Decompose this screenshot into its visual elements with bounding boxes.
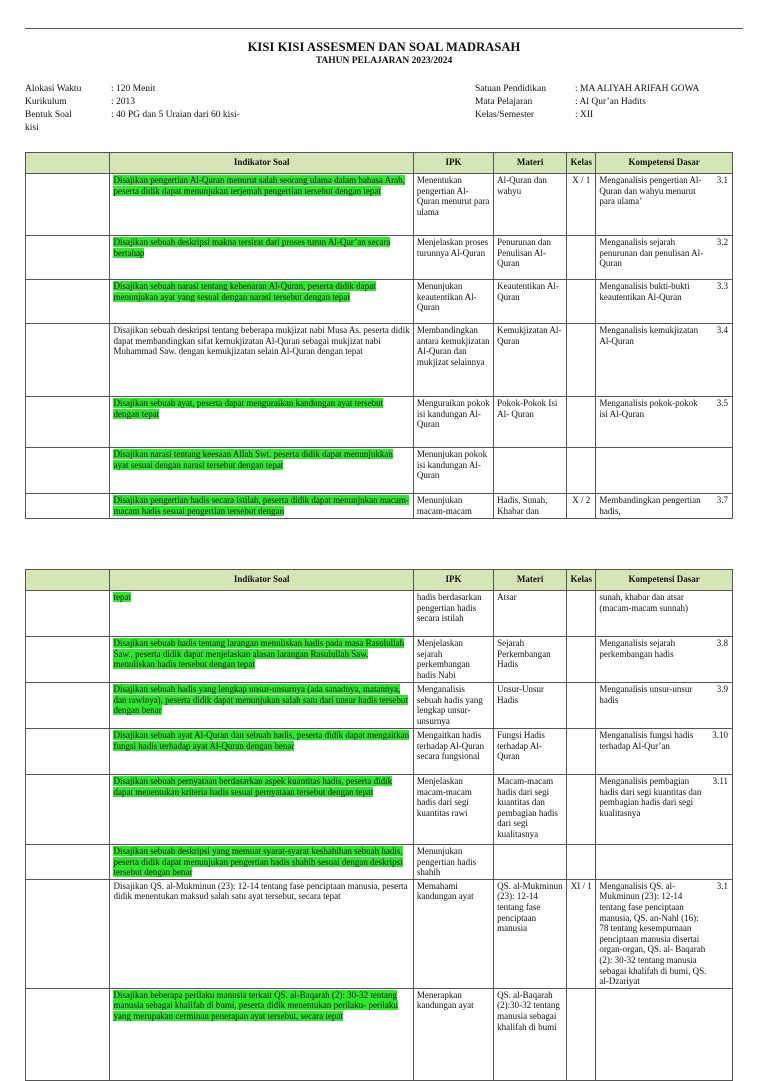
kd-cell	[596, 729, 733, 775]
indikator-cell	[110, 591, 413, 637]
col-no-header	[26, 153, 110, 174]
materi-cell: Al-Quran dan wahyu	[494, 174, 567, 236]
indikator-text: Disajikan sebuah ayat, peserta dapat menguraikan kandungan ayat tersebut dengan tepat	[113, 398, 384, 419]
kd-text: Menganalisis unsur-unsur hadis	[599, 684, 693, 705]
kd-text: Menganalisis pembagian hadis dari segi kuantitas dan pembagian hadis dari segi kualitasnya	[599, 776, 702, 818]
materi-cell: Unsur-Unsur Hadis	[494, 683, 567, 729]
ipk-cell: Mengaitkan hadis terhadap Al-Quran secara fungsional	[413, 729, 493, 775]
materi-cell: Sejarah Perkembangan Hadis	[494, 637, 567, 683]
materi-cell: Keautentikan Al-Quran	[494, 280, 567, 324]
row-number-cell	[26, 729, 110, 775]
table-row	[26, 448, 733, 494]
kd-number: 3.1	[716, 175, 728, 185]
kelas-cell: XI / 1	[567, 879, 596, 988]
col-indikator-header: Indikator Soal	[110, 153, 413, 174]
ipk-cell: Menunjukan keautentikan Al-Quran	[413, 280, 493, 324]
indikator-text: Disajikan beberapa perilaku manusia terkait QS. al-Baqarah (2): 30-32 tentang manusia sebagai khalifah di bumi, peserta didik menentukan perilaku- perilaku yang merupakan cerminan penerapan ayat tersebut, secara tepat	[113, 989, 398, 1021]
meta-label: Kelas/Semester	[475, 110, 535, 120]
table-row	[26, 775, 733, 845]
kelas-cell	[567, 280, 596, 324]
kd-cell	[596, 324, 733, 397]
meta-label: Kurikulum	[25, 97, 67, 107]
row-number-cell	[26, 280, 110, 324]
materi-cell: Kemukjizatan Al-Quran	[494, 324, 567, 397]
materi-cell	[494, 845, 567, 880]
materi-cell: Hadis, Sunah, Khabar dan	[494, 494, 567, 519]
meta-value: : 120 Menit	[111, 84, 156, 94]
kd-text: Menganalisis pokok-pokok isi Al-Quran	[599, 398, 698, 419]
kelas-cell	[567, 729, 596, 775]
indikator-cell	[110, 397, 413, 448]
indikator-text: tepat	[113, 592, 131, 602]
indikator-cell	[110, 845, 413, 880]
table-row	[26, 174, 733, 236]
kd-text: Menganalisis sejarah penurunan dan penulisan Al- Quran	[599, 237, 704, 269]
kd-text: Menganalisis bukti-bukti keautentikan Al-Quran	[599, 281, 690, 302]
kd-number: 3.7	[716, 495, 728, 505]
meta-left	[25, 83, 345, 135]
row-number-cell	[26, 683, 110, 729]
row-number-cell	[26, 397, 110, 448]
kd-cell	[596, 775, 733, 845]
kd-text: Membandingkan pengertian hadis,	[599, 495, 701, 516]
col-kelas-header: Kelas	[567, 153, 596, 174]
kelas-cell: X / 2	[567, 494, 596, 519]
kd-cell	[596, 280, 733, 324]
kd-text: Menganalisis sejarah perkembangan hadis	[599, 638, 676, 659]
ipk-cell: Menjelaskan macam-macam hadis dari segi kuantitas rawi	[413, 775, 493, 845]
row-number-cell	[26, 591, 110, 637]
row-number-cell	[26, 988, 110, 1080]
kisi-table-page-1	[25, 152, 733, 519]
indikator-text: Disajikan sebuah deskripsi yang memuat syarat-syarat keshahihan sebuah hadis, peserta didik dapat menunjukan pengertian hadis shahih sesuai dengan deskripsi tersebut dengan benar	[113, 846, 403, 878]
kelas-cell	[567, 845, 596, 880]
row-number-cell	[26, 174, 110, 236]
ipk-cell: Menjelaskan sejarah perkembangan hadis Nabi	[413, 637, 493, 683]
kd-text: Menganalisis kemukjizatan Al-Quran	[599, 325, 699, 346]
col-kelas-header: Kelas	[567, 570, 596, 591]
col-materi-header: Materi	[494, 153, 567, 174]
kd-cell	[596, 397, 733, 448]
kelas-cell: X / 1	[567, 174, 596, 236]
document-subtitle: TAHUN PELAJARAN 2023/2024	[315, 56, 453, 66]
table-header-row	[26, 153, 733, 174]
ipk-cell: Menguraikan pokok isi kandungan Al-Quran	[413, 397, 493, 448]
kd-cell	[596, 683, 733, 729]
kd-cell	[596, 879, 733, 988]
kd-text: Menganalisis pengertian Al- Quran dan wahyu menurut para ulama’	[599, 175, 702, 207]
kd-cell	[596, 988, 733, 1080]
indikator-text: Disajikan QS. al-Mukminun (23): 12-14 tentang fase penciptaan manusia, peserta didik menentukan maksud salah satu ayat tersebut, secara tepat	[113, 880, 408, 902]
row-number-cell	[26, 324, 110, 397]
table-row	[26, 236, 733, 280]
row-number-cell	[26, 879, 110, 988]
indikator-cell	[110, 637, 413, 683]
materi-cell: Pokok-Pokok Isi Al- Quran	[494, 397, 567, 448]
meta-right	[475, 83, 745, 123]
kd-number: 3.9	[716, 684, 728, 694]
kd-text: sunah, khabar dan atsar (macam-macam sunnah)	[599, 592, 689, 613]
kd-cell	[596, 494, 733, 519]
kelas-cell	[567, 683, 596, 729]
meta-value: : XII	[575, 110, 594, 120]
indikator-text: Disajikan pengertian hadis secara istilah, peserta didik dapat menunjukan macam-macam hadis sesuai pengertian tersebut dengan	[113, 495, 409, 516]
col-kd-header: Kompetensi Dasar	[596, 153, 733, 174]
meta-value-wrap: kisi	[25, 123, 39, 133]
table-row	[26, 988, 733, 1080]
kelas-cell	[567, 448, 596, 494]
meta-value: : 2013	[111, 97, 136, 107]
ipk-cell: Menunjukan pokok isi kandungan Al-Quran	[413, 448, 493, 494]
ipk-cell: hadis berdasarkan pengertian hadis secara istilah	[413, 591, 493, 637]
indikator-text: Disajikan sebuah narasi tentang kebenaran Al-Quran, peserta didik dapat menunjukan ayat yang sesuai dengan narasi tersebut dengan tepat	[113, 281, 376, 302]
top-rule	[25, 28, 743, 29]
row-number-cell	[26, 637, 110, 683]
kd-number: 3.5	[716, 398, 728, 408]
table-row	[26, 591, 733, 637]
table-row	[26, 845, 733, 880]
ipk-cell: Menjelaskan proses turunnya Al-Quran	[413, 236, 493, 280]
table-row	[26, 729, 733, 775]
meta-label: Bentuk Soal	[25, 110, 72, 120]
indikator-text: Disajikan narasi tentang keesaan Allah Swt. peserta didik dapat menunjukkan ayat sesuai dengan narasi tersebut dengan tepat	[113, 449, 393, 470]
kisi-table-page-2	[25, 569, 733, 1081]
meta-value: : MA ALIYAH ARIFAH GOWA	[575, 84, 700, 94]
col-no-header	[26, 570, 110, 591]
kd-cell	[596, 236, 733, 280]
indikator-text: Disajikan sebuah hadis yang lengkap unsur-unsurnya (ada sanadnya, matannya, dan rawinya), peserta didik dapat menunjukan salah satu dari unsur hadis tersebut dengan benar	[113, 684, 408, 716]
kd-number: 3.11	[712, 776, 728, 786]
kd-text: Menganalisis fungsi hadis terhadap Al-Qur’an	[599, 730, 694, 751]
col-kd-header: Kompetensi Dasar	[596, 570, 733, 591]
ipk-cell: Membandingkan antara kemukjizatan Al-Quran dan mukjizat selainnya	[413, 324, 493, 397]
ipk-cell: Memahami kandungan ayat	[413, 879, 493, 988]
kelas-cell	[567, 988, 596, 1080]
indikator-text: Disajikan pengertian Al-Quran menurut salah seorang ulama dalam bahasa Arab, peserta didik dapat menunjukan terjemah pengertian tersebut dengan tepat	[113, 175, 405, 196]
row-number-cell	[26, 494, 110, 519]
kd-number: 3.3	[716, 281, 728, 291]
table-row	[26, 324, 733, 397]
ipk-cell: Menentukan pengertian Al-Quran menurut para ulama	[413, 174, 493, 236]
indikator-cell	[110, 236, 413, 280]
indikator-text: Disajikan sebuah hadis tentang larangan menuliskan hadis pada masa Rasulullah Saw., peserta didik dapat menjelaskan alasan larangan Rasulullah Saw. menuliskan hadis tersebut dengan tepat	[113, 638, 405, 670]
table-row	[26, 879, 733, 988]
row-number-cell	[26, 845, 110, 880]
indikator-cell	[110, 494, 413, 519]
col-indikator-header: Indikator Soal	[110, 570, 413, 591]
ipk-cell: Menunjukan pengertian hadis shahih	[413, 845, 493, 880]
row-number-cell	[26, 448, 110, 494]
table-row	[26, 397, 733, 448]
kd-number: 3.1	[716, 880, 728, 891]
indikator-cell	[110, 280, 413, 324]
table-row	[26, 280, 733, 324]
kelas-cell	[567, 591, 596, 637]
materi-cell: Penurunan dan Penulisan Al-Quran	[494, 236, 567, 280]
ipk-cell: Menganalisis sebuah hadis yang lengkap unsur- unsurnya	[413, 683, 493, 729]
kd-cell	[596, 448, 733, 494]
kd-number: 3.2	[716, 237, 728, 247]
kd-number: 3.4	[716, 325, 728, 335]
row-number-cell	[26, 775, 110, 845]
document-title: KISI KISI ASSESMEN DAN SOAL MADRASAH	[247, 40, 521, 54]
materi-cell: QS. al-Mukminun (23): 12-14 tentang fase penciptaan manusia	[494, 879, 567, 988]
indikator-cell	[110, 174, 413, 236]
indikator-cell	[110, 683, 413, 729]
kelas-cell	[567, 324, 596, 397]
kd-cell	[596, 637, 733, 683]
kelas-cell	[567, 637, 596, 683]
col-ipk-header: IPK	[413, 153, 493, 174]
kd-number: 3.8	[716, 638, 728, 648]
meta-label: Alokasi Waktu	[25, 84, 82, 94]
meta-label: Mata Pelajaran	[475, 97, 533, 107]
indikator-cell	[110, 775, 413, 845]
indikator-text: Disajikan sebuah pernyataan berdasarkan aspek kuantitas hadis, peserta didik dapat menentukan kriteria hadis sesuai pernyataan tersebut dengan tepat	[113, 776, 393, 797]
indikator-cell	[110, 324, 413, 397]
kd-cell	[596, 174, 733, 236]
table-row	[26, 637, 733, 683]
ipk-cell: Menerapkan kandungan ayat	[413, 988, 493, 1080]
materi-cell	[494, 448, 567, 494]
col-materi-header: Materi	[494, 570, 567, 591]
table-row	[26, 683, 733, 729]
indikator-cell	[110, 448, 413, 494]
materi-cell: Fungsi Hadis terhadap Al-Quran	[494, 729, 567, 775]
indikator-cell	[110, 729, 413, 775]
meta-label: Satuan Pendidikan	[475, 84, 546, 94]
table-row	[26, 494, 733, 519]
kd-cell	[596, 845, 733, 880]
kd-cell	[596, 591, 733, 637]
materi-cell: Macam-macam hadis dari segi kuantitas dan pembagian hadis dari segi kualitasnya	[494, 775, 567, 845]
indikator-text: Disajikan sebuah ayat Al-Quran dan sebuah hadis, peserta didik dapat mengaitkan fungsi hadis terhadap ayat Al-Quran dengan benar	[113, 730, 410, 751]
materi-cell: QS. al-Baqarah (2):30-32 tentang manusia sebagai khalifah di bumi	[494, 988, 567, 1080]
kelas-cell	[567, 236, 596, 280]
indikator-cell	[110, 988, 413, 1080]
ipk-cell: Menunjukan macam-macam	[413, 494, 493, 519]
kelas-cell	[567, 775, 596, 845]
indikator-text: Disajikan sebuah deskripsi makna tersirat dari proses turun Al-Qur’an secara bertahap	[113, 237, 391, 258]
kd-text: Menganalisis QS. al-Mukminun (23): 12-14 tentang fase penciptaan manusia, QS. an-Nahl (16): 78 tentang kesempurnaan penciptaan manusia disertai organ-organ, QS. al- Baqarah (2): 30-32 tentang manusia sebagai khalifah di bumi, QS. al-Dzariyat	[599, 880, 707, 987]
meta-value: : Al Qur’an Hadits	[575, 97, 646, 107]
meta-value: : 40 PG dan 5 Uraian dari 60 kisi-	[111, 110, 240, 120]
indikator-text: Disajikan sebuah deskripsi tentang beberapa mukjizat nabi Musa As. peserta didik dapat membandingkan sifat kemukjizatan Al-Quran sebagai mukjizat nabi Muhammad Saw. dengan kemukjizatan selain Al-Quran dengan tepat	[113, 325, 410, 357]
materi-cell: Atsar	[494, 591, 567, 637]
col-ipk-header: IPK	[413, 570, 493, 591]
kd-number: 3.10	[712, 730, 728, 740]
row-number-cell	[26, 236, 110, 280]
table-header-row	[26, 570, 733, 591]
kelas-cell	[567, 397, 596, 448]
indikator-cell	[110, 879, 413, 988]
